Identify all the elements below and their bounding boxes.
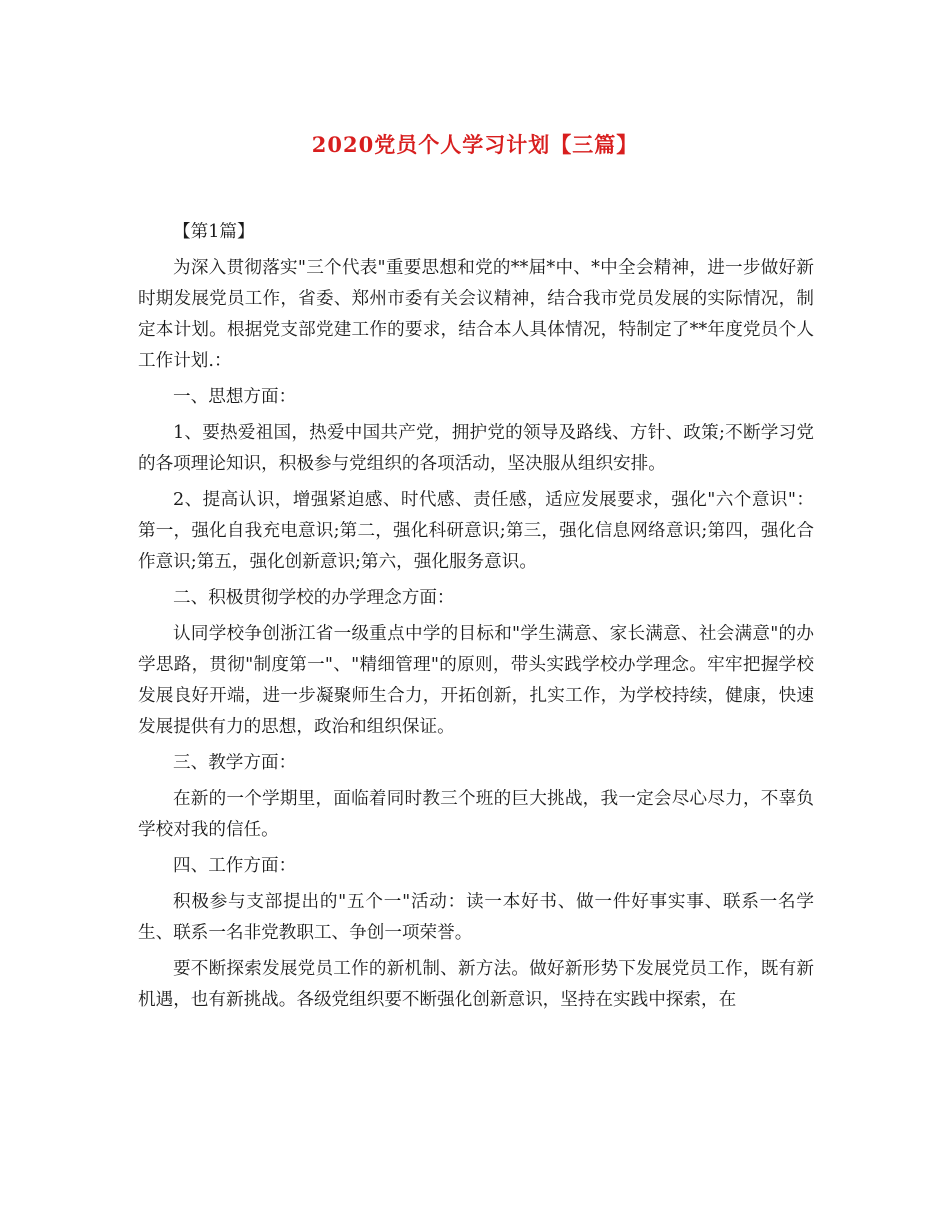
section-heading: 一、思想方面：	[173, 387, 297, 407]
paragraph: 在新的一个学期里，面临着同时教三个班的巨大挑战，我一定会尽心尽力，不辜负学校对我的信任。	[138, 789, 814, 840]
section-heading: 四、工作方面：	[173, 856, 297, 876]
paragraph: 要不断探索发展党员工作的新机制、新方法。做好新形势下发展党员工作，既有新机遇，也有新挑战。各级党组织要不断强化创新意识，坚持在实践中探索，在	[138, 959, 814, 1010]
paragraph-section-label: 【第1篇】	[173, 222, 255, 242]
section-heading: 三、教学方面：	[173, 753, 297, 773]
paragraph: 认同学校争创浙江省一级重点中学的目标和"学生满意、家长满意、社会满意"的办学思路，贯彻"制度第一"、"精细管理"的原则，带头实践学校办学理念。牢牢把握学校发展良好开端，进一步凝聚师生合力，开拓创新，扎实工作，为学校持续，健康，快速发展提供有力的思想，政治和组织保证。	[138, 624, 814, 737]
paragraph: 为深入贯彻落实"三个代表"重要思想和党的**届*中、*中全会精神，进一步做好新时期发展党员工作，省委、郑州市委有关会议精神，结合我市党员发展的实际情况，制定本计划。根据党支部党建工作的要求，结合本人具体情况，特制定了**年度党员个人工作计划.：	[138, 258, 814, 371]
paragraph: 2、提高认识，增强紧迫感、时代感、责任感，适应发展要求，强化"六个意识"：第一，强化自我充电意识;第二，强化科研意识;第三，强化信息网络意识;第四，强化合作意识;第五，强化创新意识;第六，强化服务意识。	[138, 490, 814, 572]
document-body	[138, 217, 814, 1021]
section-heading: 二、积极贯彻学校的办学理念方面：	[173, 588, 455, 608]
paragraph: 积极参与支部提出的"五个一"活动：读一本好书、做一件好事实事、联系一名学生、联系一名非党教职工、争创一项荣誉。	[138, 892, 814, 943]
document-title: 2020党员个人学习计划【三篇】	[311, 132, 639, 157]
paragraph: 1、要热爱祖国，热爱中国共产党，拥护党的领导及路线、方针、政策;不断学习党的各项理论知识，积极参与党组织的各项活动，坚决服从组织安排。	[138, 423, 814, 474]
